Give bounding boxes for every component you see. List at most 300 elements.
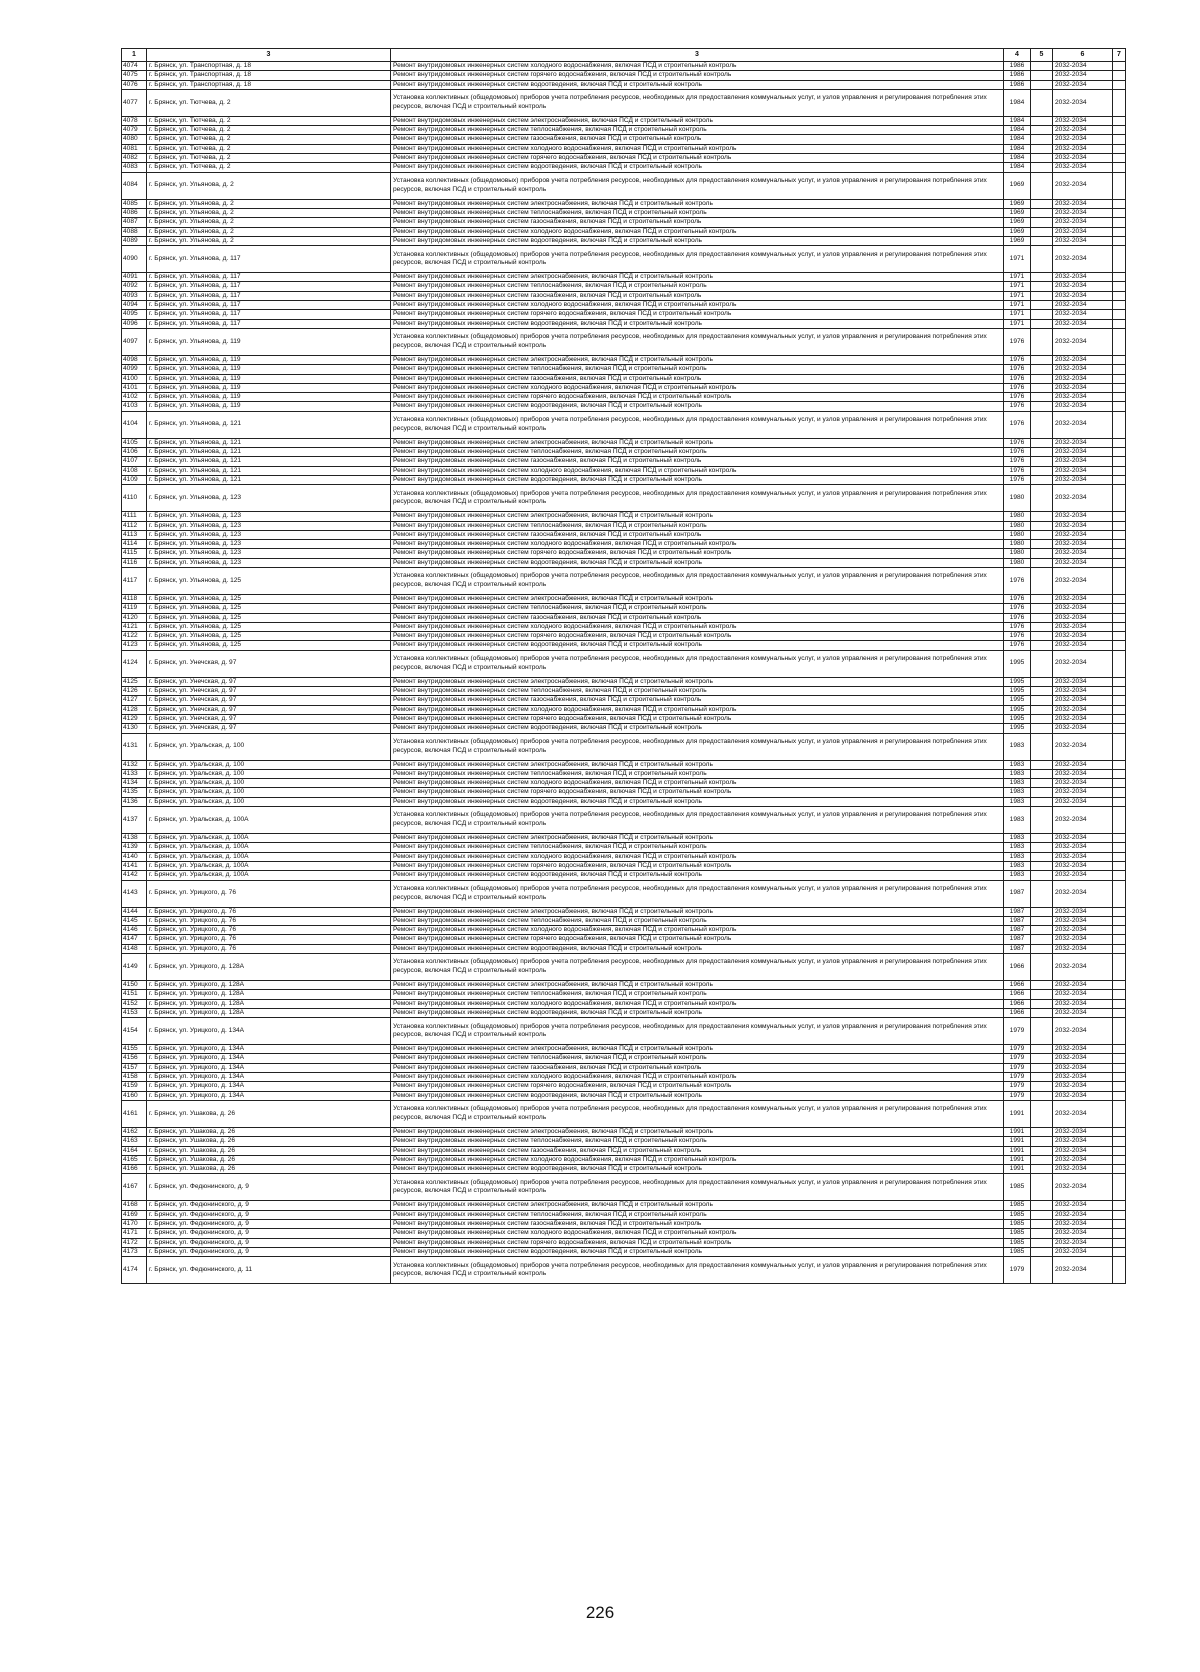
period-cell: 2032-2034 [1053,1201,1113,1210]
row-number-cell: 4164 [122,1146,147,1155]
row-number-cell: 4115 [122,549,147,558]
period-cell: 2032-2034 [1053,558,1113,567]
year-cell: 1976 [1004,632,1031,641]
year-cell: 1979 [1004,1054,1031,1063]
row-number-cell: 4146 [122,926,147,935]
work-type-cell: Ремонт внутридомовых инженерных систем теплоснабжения, включая ПСД и строительный контроль [391,990,1004,999]
empty-cell [1031,696,1053,705]
row-number-cell: 4084 [122,172,147,199]
row-number-cell: 4091 [122,273,147,282]
row-number-cell: 4117 [122,567,147,594]
period-cell: 2032-2034 [1053,383,1113,392]
row-number-cell: 4077 [122,89,147,116]
year-cell: 1969 [1004,218,1031,227]
table-row [122,1257,1126,1284]
year-cell: 1976 [1004,355,1031,364]
period-cell: 2032-2034 [1053,714,1113,723]
year-cell: 1985 [1004,1220,1031,1229]
period-cell: 2032-2034 [1053,907,1113,916]
table-header-row [122,49,1126,62]
work-type-cell: Установка коллективных (общедомовых) приборов учета потребления ресурсов, необходимых для предоставления коммунальных услуг, и узлов управления и регулирования потребления этих ресурсов, включая ПСД и строительный контроль [391,485,1004,512]
row-number-cell: 4122 [122,632,147,641]
period-cell: 2032-2034 [1053,871,1113,880]
table-row [122,788,1126,797]
empty-cell [1031,861,1053,870]
year-cell: 1976 [1004,613,1031,622]
year-cell: 1966 [1004,1008,1031,1017]
empty-cell [1113,236,1126,245]
empty-cell [1113,724,1126,733]
year-cell: 1976 [1004,383,1031,392]
table-row [122,769,1126,778]
work-type-cell: Ремонт внутридомовых инженерных систем газоснабжения, включая ПСД и строительный контроль [391,291,1004,300]
table-row [122,319,1126,328]
work-type-cell: Ремонт внутридомовых инженерных систем холодного водоснабжения, включая ПСД и строительный контроль [391,227,1004,236]
empty-cell [1113,779,1126,788]
table-row [122,144,1126,153]
address-cell: г. Брянск, ул. Ульянова, д. 2 [147,199,391,208]
work-type-cell: Ремонт внутридомовых инженерных систем теплоснабжения, включая ПСД и строительный контроль [391,208,1004,217]
row-number-cell: 4148 [122,944,147,953]
empty-cell [1113,880,1126,907]
table-row [122,438,1126,447]
period-cell: 2032-2034 [1053,521,1113,530]
period-cell: 2032-2034 [1053,641,1113,650]
empty-cell [1031,1201,1053,1210]
address-cell: г. Брянск, ул. Уральская, д. 100 [147,788,391,797]
period-cell: 2032-2034 [1053,236,1113,245]
year-cell: 1966 [1004,999,1031,1008]
address-cell: г. Брянск, ул. Уральская, д. 100А [147,843,391,852]
table-row [122,1073,1126,1082]
period-cell: 2032-2034 [1053,613,1113,622]
empty-cell [1031,1008,1053,1017]
work-type-cell: Установка коллективных (общедомовых) приборов учета потребления ресурсов, необходимых для предоставления коммунальных услуг, и узлов управления и регулирования потребления этих ресурсов, включая ПСД и строительный контроль [391,246,1004,273]
period-cell: 2032-2034 [1053,687,1113,696]
period-cell: 2032-2034 [1053,1082,1113,1091]
table-row [122,282,1126,291]
address-cell: г. Брянск, ул. Унечская, д. 97 [147,677,391,686]
empty-cell [1031,62,1053,71]
empty-cell [1031,365,1053,374]
address-cell: г. Брянск, ул. Федюнинского, д. 9 [147,1229,391,1238]
work-type-cell: Ремонт внутридомовых инженерных систем холодного водоснабжения, включая ПСД и строительный контроль [391,779,1004,788]
period-cell: 2032-2034 [1053,1045,1113,1054]
address-cell: г. Брянск, ул. Урицкого, д. 134А [147,1045,391,1054]
work-type-cell: Ремонт внутридомовых инженерных систем горячего водоснабжения, включая ПСД и строительный контроль [391,154,1004,163]
row-number-cell: 4106 [122,448,147,457]
empty-cell [1113,613,1126,622]
work-type-cell: Установка коллективных (общедомовых) приборов учета потребления ресурсов, необходимых для предоставления коммунальных услуг, и узлов управления и регулирования потребления этих ресурсов, включая ПСД и строительный контроль [391,411,1004,438]
row-number-cell: 4101 [122,383,147,392]
work-type-cell: Ремонт внутридомовых инженерных систем теплоснабжения, включая ПСД и строительный контроль [391,448,1004,457]
row-number-cell: 4105 [122,438,147,447]
table-row [122,1201,1126,1210]
empty-cell [1113,907,1126,916]
year-cell: 1991 [1004,1165,1031,1174]
address-cell: г. Брянск, ул. Ульянова, д. 123 [147,549,391,558]
empty-cell [1113,981,1126,990]
year-cell: 1979 [1004,1063,1031,1072]
empty-cell [1031,89,1053,116]
table-row [122,604,1126,613]
empty-cell [1113,1155,1126,1164]
header-cell: 7 [1113,49,1126,62]
address-cell: г. Брянск, ул. Урицкого, д. 76 [147,907,391,916]
work-type-cell: Установка коллективных (общедомовых) приборов учета потребления ресурсов, необходимых для предоставления коммунальных услуг, и узлов управления и регулирования потребления этих ресурсов, включая ПСД и строительный контроль [391,328,1004,355]
year-cell: 1985 [1004,1247,1031,1256]
period-cell: 2032-2034 [1053,1073,1113,1082]
empty-cell [1031,218,1053,227]
row-number-cell: 4081 [122,144,147,153]
work-type-cell: Ремонт внутридомовых инженерных систем газоснабжения, включая ПСД и строительный контроль [391,1220,1004,1229]
empty-cell [1113,944,1126,953]
table-row [122,521,1126,530]
empty-cell [1031,622,1053,631]
period-cell: 2032-2034 [1053,80,1113,89]
table-row [122,926,1126,935]
empty-cell [1113,999,1126,1008]
address-cell: г. Брянск, ул. Урицкого, д. 76 [147,944,391,953]
year-cell: 1969 [1004,208,1031,217]
address-cell: г. Брянск, ул. Урицкого, д. 128А [147,954,391,981]
period-cell: 2032-2034 [1053,807,1113,834]
row-number-cell: 4169 [122,1210,147,1219]
empty-cell [1113,89,1126,116]
work-type-cell: Ремонт внутридомовых инженерных систем теплоснабжения, включая ПСД и строительный контроль [391,1054,1004,1063]
address-cell: г. Брянск, ул. Уральская, д. 100А [147,852,391,861]
year-cell: 1971 [1004,282,1031,291]
period-cell: 2032-2034 [1053,1165,1113,1174]
table-row [122,199,1126,208]
empty-cell [1031,1073,1053,1082]
work-type-cell: Ремонт внутридомовых инженерных систем электроснабжения, включая ПСД и строительный контроль [391,594,1004,603]
work-type-cell: Ремонт внутридомовых инженерных систем газоснабжения, включая ПСД и строительный контроль [391,530,1004,539]
year-cell: 1984 [1004,89,1031,116]
empty-cell [1113,1054,1126,1063]
work-type-cell: Ремонт внутридомовых инженерных систем холодного водоснабжения, включая ПСД и строительный контроль [391,1229,1004,1238]
empty-cell [1113,218,1126,227]
year-cell: 1980 [1004,512,1031,521]
table-row [122,365,1126,374]
address-cell: г. Брянск, ул. Урицкого, д. 76 [147,935,391,944]
period-cell: 2032-2034 [1053,172,1113,199]
row-number-cell: 4080 [122,135,147,144]
table-row [122,512,1126,521]
address-cell: г. Брянск, ул. Федюнинского, д. 9 [147,1201,391,1210]
row-number-cell: 4131 [122,733,147,760]
work-type-cell: Ремонт внутридомовых инженерных систем электроснабжения, включая ПСД и строительный контроль [391,834,1004,843]
empty-cell [1031,1146,1053,1155]
year-cell: 1995 [1004,724,1031,733]
address-cell: г. Брянск, ул. Ульянова, д. 117 [147,310,391,319]
empty-cell [1113,1091,1126,1100]
period-cell: 2032-2034 [1053,834,1113,843]
table-row [122,1210,1126,1219]
empty-cell [1113,843,1126,852]
year-cell: 1969 [1004,199,1031,208]
row-number-cell: 4097 [122,328,147,355]
work-type-cell: Ремонт внутридомовых инженерных систем газоснабжения, включая ПСД и строительный контроль [391,696,1004,705]
address-cell: г. Брянск, ул. Тютчева, д. 2 [147,116,391,125]
row-number-cell: 4161 [122,1100,147,1127]
row-number-cell: 4079 [122,126,147,135]
empty-cell [1113,512,1126,521]
empty-cell [1113,154,1126,163]
year-cell: 1976 [1004,567,1031,594]
year-cell: 1987 [1004,944,1031,953]
year-cell: 1983 [1004,871,1031,880]
address-cell: г. Брянск, ул. Ульянова, д. 125 [147,622,391,631]
empty-cell [1031,990,1053,999]
year-cell: 1995 [1004,714,1031,723]
empty-cell [1113,310,1126,319]
address-cell: г. Брянск, ул. Ульянова, д. 119 [147,365,391,374]
empty-cell [1031,135,1053,144]
table-row [122,374,1126,383]
work-type-cell: Ремонт внутридомовых инженерных систем горячего водоснабжения, включая ПСД и строительный контроль [391,1238,1004,1247]
address-cell: г. Брянск, ул. Транспортная, д. 18 [147,71,391,80]
period-cell: 2032-2034 [1053,475,1113,484]
table-row [122,797,1126,806]
empty-cell [1031,705,1053,714]
work-type-cell: Ремонт внутридомовых инженерных систем водоотведения, включая ПСД и строительный контроль [391,236,1004,245]
work-type-cell: Ремонт внутридомовых инженерных систем электроснабжения, включая ПСД и строительный контроль [391,1201,1004,1210]
work-type-cell: Установка коллективных (общедомовых) приборов учета потребления ресурсов, необходимых для предоставления коммунальных услуг, и узлов управления и регулирования потребления этих ресурсов, включая ПСД и строительный контроль [391,567,1004,594]
year-cell: 1979 [1004,1082,1031,1091]
empty-cell [1113,604,1126,613]
table-row [122,80,1126,89]
year-cell: 1976 [1004,594,1031,603]
work-type-cell: Ремонт внутридомовых инженерных систем теплоснабжения, включая ПСД и строительный контроль [391,282,1004,291]
year-cell: 1986 [1004,71,1031,80]
empty-cell [1113,319,1126,328]
row-number-cell: 4170 [122,1220,147,1229]
address-cell: г. Брянск, ул. Федюнинского, д. 9 [147,1210,391,1219]
table-row [122,163,1126,172]
work-type-cell: Ремонт внутридомовых инженерных систем водоотведения, включая ПСД и строительный контроль [391,475,1004,484]
year-cell: 1979 [1004,1018,1031,1045]
period-cell: 2032-2034 [1053,135,1113,144]
row-number-cell: 4116 [122,558,147,567]
address-cell: г. Брянск, ул. Ушакова, д. 26 [147,1137,391,1146]
table-row [122,1165,1126,1174]
table-row [122,1220,1126,1229]
work-type-cell: Ремонт внутридомовых инженерных систем теплоснабжения, включая ПСД и строительный контроль [391,365,1004,374]
empty-cell [1031,843,1053,852]
row-number-cell: 4155 [122,1045,147,1054]
year-cell: 1983 [1004,788,1031,797]
row-number-cell: 4157 [122,1063,147,1072]
address-cell: г. Брянск, ул. Тютчева, д. 2 [147,135,391,144]
year-cell: 1984 [1004,126,1031,135]
empty-cell [1113,733,1126,760]
empty-cell [1031,558,1053,567]
year-cell: 1976 [1004,393,1031,402]
row-number-cell: 4118 [122,594,147,603]
address-cell: г. Брянск, ул. Ушакова, д. 26 [147,1127,391,1136]
empty-cell [1031,1100,1053,1127]
year-cell: 1983 [1004,807,1031,834]
table-row [122,807,1126,834]
table-row [122,383,1126,392]
table-row [122,1137,1126,1146]
period-cell: 2032-2034 [1053,567,1113,594]
year-cell: 1969 [1004,236,1031,245]
empty-cell [1031,733,1053,760]
empty-cell [1113,807,1126,834]
table-row [122,687,1126,696]
empty-cell [1031,310,1053,319]
period-cell: 2032-2034 [1053,604,1113,613]
year-cell: 1984 [1004,116,1031,125]
table-row [122,218,1126,227]
row-number-cell: 4095 [122,310,147,319]
period-cell: 2032-2034 [1053,71,1113,80]
table-row [122,916,1126,925]
empty-cell [1113,71,1126,80]
work-type-cell: Ремонт внутридомовых инженерных систем холодного водоснабжения, включая ПСД и строительный контроль [391,852,1004,861]
work-type-cell: Ремонт внутридомовых инженерных систем горячего водоснабжения, включая ПСД и строительный контроль [391,310,1004,319]
empty-cell [1031,650,1053,677]
work-type-cell: Ремонт внутридомовых инженерных систем газоснабжения, включая ПСД и строительный контроль [391,1063,1004,1072]
empty-cell [1031,1165,1053,1174]
row-number-cell: 4150 [122,981,147,990]
empty-cell [1113,1174,1126,1201]
empty-cell [1031,475,1053,484]
period-cell: 2032-2034 [1053,457,1113,466]
empty-cell [1031,788,1053,797]
table-row [122,310,1126,319]
row-number-cell: 4174 [122,1257,147,1284]
table-row [122,594,1126,603]
row-number-cell: 4138 [122,834,147,843]
row-number-cell: 4099 [122,365,147,374]
header-cell: 6 [1053,49,1113,62]
row-number-cell: 4094 [122,301,147,310]
empty-cell [1031,641,1053,650]
year-cell: 1983 [1004,843,1031,852]
table-row [122,116,1126,125]
table-row [122,852,1126,861]
empty-cell [1113,926,1126,935]
empty-cell [1113,1137,1126,1146]
table-row [122,208,1126,217]
address-cell: г. Брянск, ул. Урицкого, д. 134А [147,1054,391,1063]
empty-cell [1113,1018,1126,1045]
work-type-cell: Установка коллективных (общедомовых) приборов учета потребления ресурсов, необходимых для предоставления коммунальных услуг, и узлов управления и регулирования потребления этих ресурсов, включая ПСД и строительный контроль [391,650,1004,677]
address-cell: г. Брянск, ул. Урицкого, д. 76 [147,916,391,925]
period-cell: 2032-2034 [1053,1238,1113,1247]
year-cell: 1983 [1004,861,1031,870]
table-row [122,567,1126,594]
address-cell: г. Брянск, ул. Ульянова, д. 125 [147,613,391,622]
empty-cell [1113,871,1126,880]
works-table [121,48,1126,1284]
year-cell: 1971 [1004,301,1031,310]
row-number-cell: 4132 [122,760,147,769]
table-row [122,1008,1126,1017]
empty-cell [1113,1008,1126,1017]
table-row [122,448,1126,457]
empty-cell [1031,402,1053,411]
table-row [122,135,1126,144]
table-row [122,246,1126,273]
period-cell: 2032-2034 [1053,990,1113,999]
row-number-cell: 4123 [122,641,147,650]
row-number-cell: 4134 [122,779,147,788]
row-number-cell: 4086 [122,208,147,217]
period-cell: 2032-2034 [1053,1174,1113,1201]
table-row [122,1063,1126,1072]
address-cell: г. Брянск, ул. Ульянова, д. 2 [147,218,391,227]
work-type-cell: Ремонт внутридомовых инженерных систем газоснабжения, включая ПСД и строительный контроль [391,218,1004,227]
empty-cell [1113,126,1126,135]
period-cell: 2032-2034 [1053,540,1113,549]
work-type-cell: Ремонт внутридомовых инженерных систем газоснабжения, включая ПСД и строительный контроль [391,613,1004,622]
year-cell: 1966 [1004,981,1031,990]
empty-cell [1113,1201,1126,1210]
work-type-cell: Установка коллективных (общедомовых) приборов учета потребления ресурсов, необходимых для предоставления коммунальных услуг, и узлов управления и регулирования потребления этих ресурсов, включая ПСД и строительный контроль [391,880,1004,907]
year-cell: 1987 [1004,916,1031,925]
header-cell: 1 [122,49,147,62]
period-cell: 2032-2034 [1053,632,1113,641]
table-body [122,62,1126,1284]
work-type-cell: Ремонт внутридомовых инженерных систем электроснабжения, включая ПСД и строительный контроль [391,1045,1004,1054]
address-cell: г. Брянск, ул. Урицкого, д. 76 [147,926,391,935]
empty-cell [1031,116,1053,125]
table-row [122,1247,1126,1256]
year-cell: 1979 [1004,1073,1031,1082]
work-type-cell: Ремонт внутридомовых инженерных систем холодного водоснабжения, включая ПСД и строительный контроль [391,705,1004,714]
period-cell: 2032-2034 [1053,1063,1113,1072]
empty-cell [1113,650,1126,677]
row-number-cell: 4129 [122,714,147,723]
empty-cell [1031,1155,1053,1164]
year-cell: 1991 [1004,1100,1031,1127]
header-cell: 5 [1031,49,1053,62]
period-cell: 2032-2034 [1053,402,1113,411]
empty-cell [1113,696,1126,705]
table-row [122,944,1126,953]
address-cell: г. Брянск, ул. Ульянова, д. 121 [147,438,391,447]
row-number-cell: 4139 [122,843,147,852]
empty-cell [1113,594,1126,603]
empty-cell [1113,199,1126,208]
period-cell: 2032-2034 [1053,485,1113,512]
year-cell: 1979 [1004,1045,1031,1054]
work-type-cell: Установка коллективных (общедомовых) приборов учета потребления ресурсов, необходимых для предоставления коммунальных услуг, и узлов управления и регулирования потребления этих ресурсов, включая ПСД и строительный контроль [391,733,1004,760]
year-cell: 1987 [1004,907,1031,916]
empty-cell [1031,871,1053,880]
period-cell: 2032-2034 [1053,677,1113,686]
empty-cell [1031,613,1053,622]
row-number-cell: 4093 [122,291,147,300]
empty-cell [1031,291,1053,300]
address-cell: г. Брянск, ул. Ушакова, д. 26 [147,1146,391,1155]
empty-cell [1031,282,1053,291]
work-type-cell: Ремонт внутридомовых инженерных систем газоснабжения, включая ПСД и строительный контроль [391,457,1004,466]
period-cell: 2032-2034 [1053,319,1113,328]
empty-cell [1031,154,1053,163]
empty-cell [1031,1082,1053,1091]
year-cell: 1986 [1004,80,1031,89]
empty-cell [1113,144,1126,153]
empty-cell [1113,990,1126,999]
address-cell: г. Брянск, ул. Ульянова, д. 119 [147,328,391,355]
year-cell: 1985 [1004,1174,1031,1201]
address-cell: г. Брянск, ул. Ульянова, д. 121 [147,466,391,475]
